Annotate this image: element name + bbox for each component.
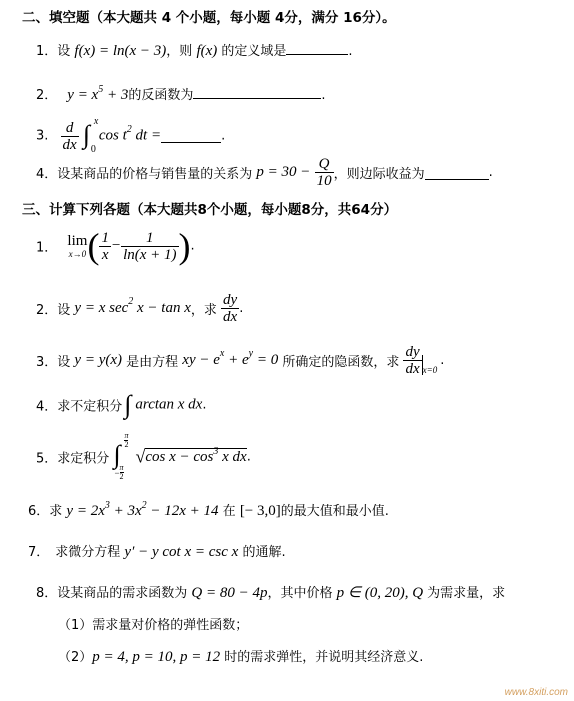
numerator: Q [315, 156, 334, 173]
formula: + 3x [109, 503, 142, 519]
q-text: 求不定积分 [57, 399, 123, 415]
numerator: d [61, 120, 79, 137]
q-text: 求微分方程 [55, 545, 125, 560]
q-number: 1． [36, 44, 58, 59]
formula: cos x − cos [145, 448, 214, 465]
formula: + e [224, 352, 249, 368]
q-text: ，则 [166, 44, 197, 59]
minus: − [110, 237, 122, 254]
integral-sign: ∫ x 0 [82, 116, 99, 155]
s3-q1 [36, 228, 195, 264]
formula: f(x) = ln(x − 3) [74, 43, 167, 59]
lower-bound [114, 464, 123, 481]
lb-numerator: π [119, 463, 124, 472]
section2-title: 二、填空题（本大题共 4 个小题，每小题 4分，满分 16分）。 [22, 10, 396, 26]
formula: x − tan x [133, 300, 191, 316]
formula: p ∈ (0, 20), Q [336, 585, 424, 601]
evaluation-point: x=0 [422, 364, 438, 375]
numerator: 1 [121, 230, 178, 247]
s3-q5 [36, 431, 251, 481]
q-text: ，求 [190, 303, 222, 318]
punct: . [202, 397, 207, 413]
exponent: 5 [98, 84, 104, 95]
s3-q7 [28, 541, 286, 561]
integral-sign: ∫ [124, 390, 132, 419]
answer-blank[interactable] [161, 141, 221, 143]
exponent: y [248, 348, 254, 359]
s3-q8-sub2 [58, 646, 423, 666]
s2-q3 [36, 118, 225, 154]
right-paren: ) [178, 226, 191, 266]
answer-blank[interactable] [425, 178, 489, 180]
q-text: 时的需求弹性，并说明其经济意义. [220, 650, 424, 665]
q-text: 求 [49, 504, 67, 519]
numerator: dy [223, 292, 238, 308]
exponent: 2 [126, 123, 132, 135]
s3-q4 [36, 392, 206, 418]
integral-sign: ∫ $\frac{\pi}{2}$ − $\frac{\pi}{2}$ [113, 431, 129, 481]
dy-dx-fraction [221, 292, 239, 325]
fraction-2 [121, 230, 178, 263]
derivative-fraction [61, 120, 79, 153]
ub-denominator: 2 [124, 440, 129, 449]
sub-number: （2） [58, 650, 93, 665]
exponent: 3 [104, 500, 110, 511]
formula: f(x) [196, 43, 218, 59]
q-number: 6． [28, 504, 50, 519]
formula: y = y(x) [74, 352, 123, 368]
q-number: 2． [36, 303, 58, 318]
formula: y = x sec [74, 300, 129, 316]
formula: p = 4, p = 10, p = 12 [92, 649, 221, 665]
s3-q2 [36, 292, 243, 325]
denominator: dx [62, 136, 77, 153]
ub-numerator: π [124, 431, 129, 440]
q-number: 2． [36, 88, 58, 103]
q-text: ，则边际收益为 [333, 167, 425, 182]
q-number: 3. [36, 128, 49, 144]
q-number: 4． [36, 167, 58, 182]
q-text: 的通解. [238, 545, 286, 560]
punct: . [246, 449, 251, 465]
formula: = 0 [253, 352, 279, 368]
denominator: dx [223, 309, 238, 325]
punct: . [239, 301, 244, 316]
q-text: 设某商品的需求函数为 [57, 586, 192, 601]
q-text: 设某商品的价格与销售量的关系为 [57, 167, 257, 182]
price-fraction [315, 156, 334, 189]
formula: Q = 80 − 4p [191, 585, 268, 601]
punct: . [190, 238, 195, 254]
s3-q8-sub1: （1）需求量对价格的弹性函数； [58, 618, 249, 633]
dy-dx-fraction [403, 344, 421, 377]
punct: . [321, 88, 326, 103]
s3-q3 [36, 344, 444, 377]
formula: y = 2x [66, 503, 105, 519]
punct: . [488, 165, 493, 180]
radicand [145, 445, 247, 465]
upper-bound: x [93, 116, 99, 127]
q-text: 所确定的隐函数，求 [278, 355, 404, 370]
watermark: www.8xiti.com [504, 687, 568, 698]
s2-q2 [36, 84, 326, 104]
q-number: 1． [36, 240, 58, 256]
answer-blank[interactable] [193, 97, 321, 99]
lower-bound: 0 [90, 144, 96, 155]
exponent: 3 [213, 445, 219, 457]
fraction-1 [99, 230, 111, 263]
s3-q8 [36, 582, 505, 602]
formula: + 3 [103, 87, 129, 103]
punct: . [221, 128, 226, 144]
limit-subscript: x→0 [68, 249, 87, 259]
denominator: ln(x + 1) [123, 246, 177, 263]
answer-blank[interactable] [286, 53, 348, 55]
exponent: x [219, 348, 225, 359]
q-number: 3． [36, 355, 58, 370]
q-text: 在 [218, 504, 240, 519]
formula: − 12x + 14 [146, 503, 219, 519]
q-text: 求定积分 [57, 451, 110, 467]
q-number: 5． [36, 451, 58, 467]
lb-sign: − [114, 467, 120, 478]
upper-bound [124, 432, 128, 449]
denominator: 10 [316, 173, 332, 189]
formula: xy − e [182, 352, 220, 368]
formula: dt = [131, 127, 162, 144]
exponent: 2 [128, 296, 134, 307]
q-text: 设 [57, 355, 75, 370]
formula: p = 30 − [256, 164, 311, 180]
q-text: 为需求量，求 [423, 586, 506, 601]
denominator: x [101, 246, 109, 263]
q-number: 8． [36, 586, 58, 601]
q-number: 4． [36, 399, 58, 415]
s2-q4 [36, 156, 493, 189]
q-text: 的最大值和最小值. [280, 504, 389, 519]
formula: arctan x dx [135, 396, 203, 413]
exponent: 2 [141, 500, 147, 511]
numerator: dy [405, 344, 420, 360]
formula: y′ − y cot x = csc x [124, 544, 239, 560]
punct: . [440, 353, 445, 368]
q-text: 设 [57, 303, 75, 318]
formula: cos t [98, 127, 127, 144]
q-text: 设 [57, 44, 75, 59]
numerator: 1 [101, 229, 109, 246]
left-paren: ( [87, 226, 100, 266]
s2-q1 [36, 40, 353, 60]
formula: x dx [218, 448, 247, 465]
sqrt-icon: √ [135, 446, 146, 467]
q-text: ，其中价格 [267, 586, 337, 601]
limit [67, 233, 87, 259]
lb-denominator: 2 [119, 472, 124, 481]
q-text: 是由方程 [122, 355, 183, 370]
interval: [− 3,0] [239, 503, 281, 519]
q-text: 的反函数为 [128, 88, 194, 103]
punct: . [348, 44, 353, 59]
q-number: 7． [28, 545, 50, 560]
section3-title: 三、计算下列各题（本大题共8个小题，每小题8分，共64分） [22, 202, 398, 218]
limit-operator: lim [67, 233, 88, 249]
q-text: 的定义域是 [217, 44, 287, 59]
formula: y = x [67, 87, 99, 103]
s3-q6 [28, 500, 389, 520]
denominator: dx [405, 361, 420, 377]
